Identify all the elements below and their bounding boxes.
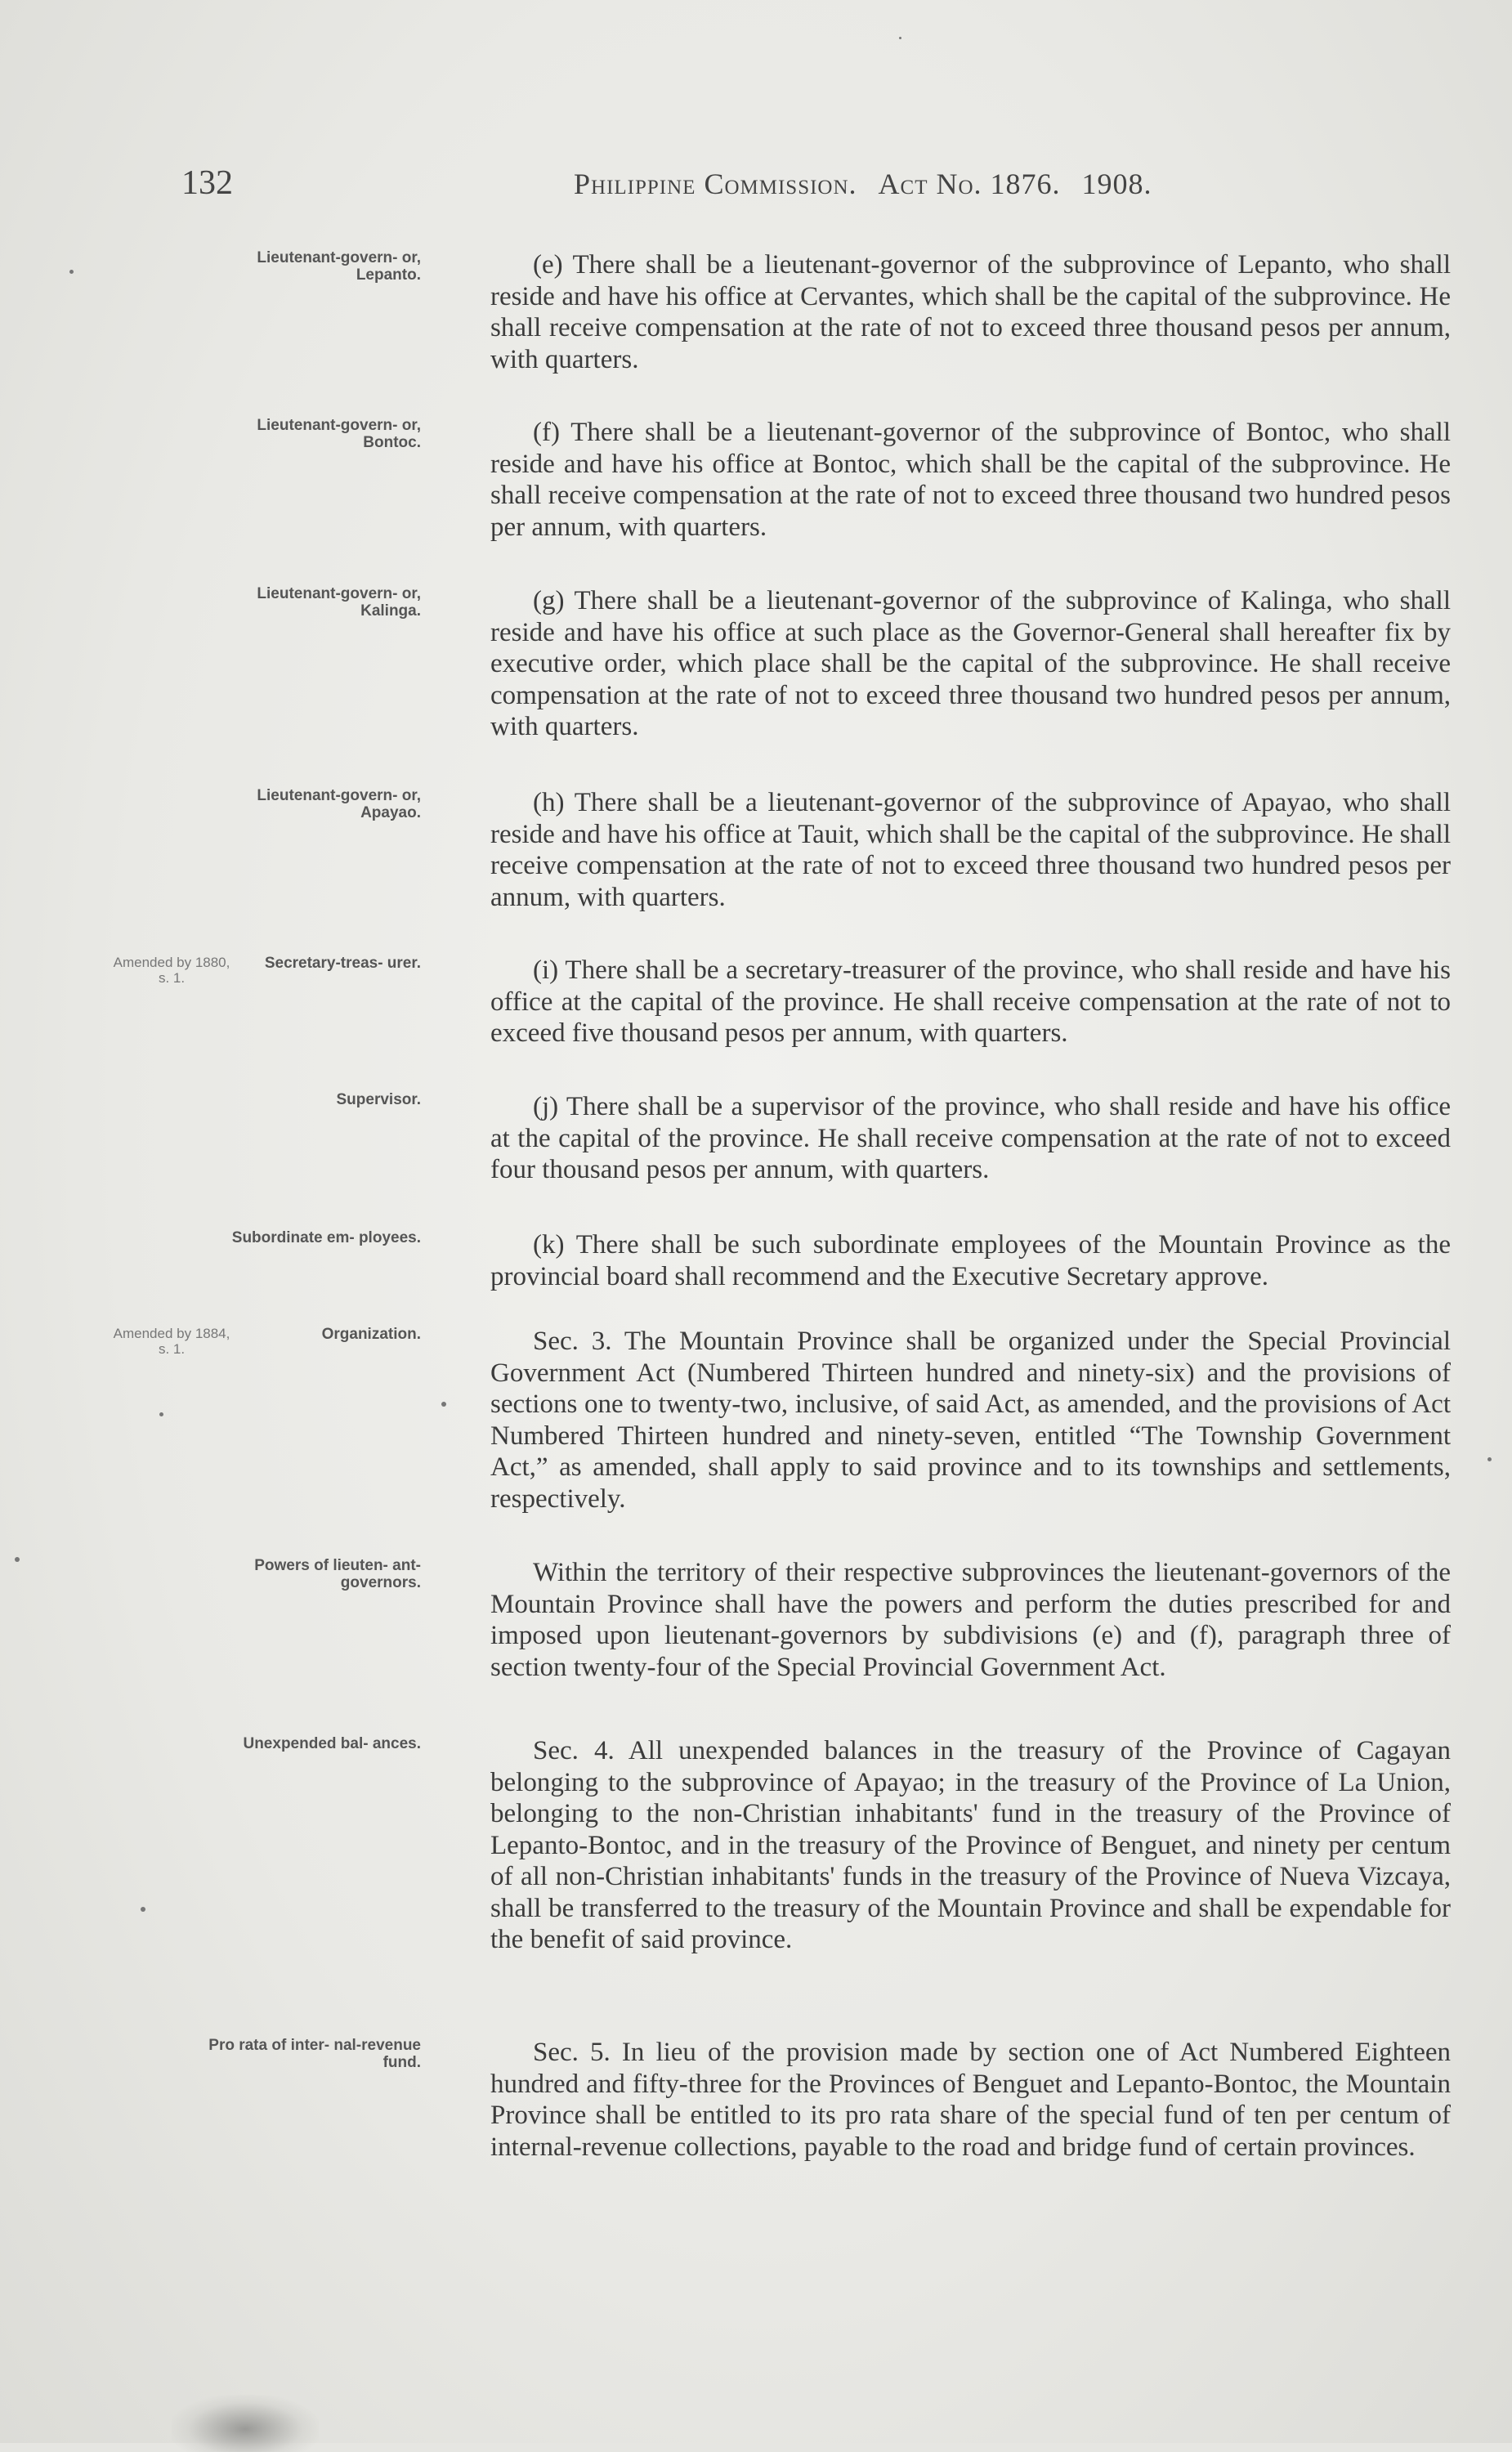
section-text: (j) There shall be a supervisor of the province, who shall reside and have his office at the capital of the province. He shall receive compensation at the rate of not to exceed four thousand pesos per annum, with quarters. [490,1092,1451,1184]
scan-speck [441,1402,446,1407]
margin-note: Lieutenant-govern- or, Lepanto. [257,249,421,284]
margin-note: Lieutenant-govern- or, Bontoc. [257,417,421,451]
section-text: (h) There shall be a lieutenant-governor of the subprovince of Apayao, who shall reside and have his office at Tauit, which shall be the capital of the subprovince. He shall receive compensation at the rate of not to exceed three thousand two hundred pesos per annum, with quarters. [490,788,1451,912]
publication-title: Philippine Commission. [574,168,857,200]
scan-speck [159,1412,163,1416]
section-text: Sec. 3. The Mountain Province shall be organized under the Special Provincial Government Act (Numbered Thirteen hundred and ninety-six) and the provisions of sections one to twenty-two, inclusive, of said Act, as amended, and the provisions of Act Numbered Thirteen hundred and ninety-seven, entitled “The Township Government Act,” as amended, shall apply to said province and to its townships and settlements, respectively. [490,1327,1451,1514]
page-number: 132 [181,164,233,202]
margin-note: Lieutenant-govern- or, Apayao. [257,787,421,821]
section-text: (e) There shall be a lieutenant-governor of the subprovince of Lepanto, who shall reside and have his office at Cervantes, which shall be the capital of the subprovince. He shall receive compensation at the rate of not to exceed three thousand pesos per annum, with quarters. [490,250,1451,374]
scan-smudge [172,2395,319,2452]
amendment-note: Amended by 1884, s. 1. [113,1326,230,1357]
page-header [181,163,1358,213]
section-text: Sec. 4. All unexpended balances in the treasury of the Province of Cagayan belonging to the subprovince of Apayao; in the treasury of the Province of La Union, belonging to the non-Christian inhabitants' fund in the treasury of the Province of Lepanto-Bontoc, and in the treasury of the Province of Benguet, and ninety per centum of all non-Christian inhabitants' funds in the treasury of the Province of Nueva Vizcaya, shall be transferred to the treasury of the Mountain Province and shall be expendable for the benefit of said province. [490,1736,1451,1954]
amendment-note: Amended by 1880, s. 1. [113,955,230,986]
scan-speck [1487,1457,1492,1461]
section-text: (f) There shall be a lieutenant-governor of the subprovince of Bontoc, who shall reside and have his office at Bontoc, which shall be the capital of the subprovince. He shall receive compensation at the rate of not to exceed three thousand two hundred pesos per annum, with quarters. [490,418,1451,542]
section-text: (k) There shall be such subordinate employees of the Mountain Province as the provincial board shall recommend and the Executive Secretary approve. [490,1230,1451,1291]
section-text: (g) There shall be a lieutenant-governor of the subprovince of Kalinga, who shall reside and have his office at such place as the Governor-General shall hereafter fix by executive order, which place shall be the capital of the subprovince. He shall receive compensation at the rate of not to exceed three thousand two hundred pesos per annum, with quarters. [490,586,1451,741]
scan-speck [69,270,74,274]
act-number: Act No. 1876. [878,168,1061,200]
section-text: (i) There shall be a secretary-treasurer of the province, who shall reside and have his office at the capital of the province. He shall receive compensation at the rate of not to exceed five thousand pesos per annum, with quarters. [490,955,1451,1048]
margin-note: Lieutenant-govern- or, Kalinga. [257,585,421,620]
margin-note: Organization. [321,1326,421,1343]
margin-note: Pro rata of inter- nal-revenue fund. [208,2037,421,2071]
section-text: Sec. 5. In lieu of the provision made by section one of Act Numbered Eighteen hundred and fifty-three for the Provinces of Benguet and Lepanto-Bontoc, the Mountain Province shall be entitled to its pro rata share of the special fund of ten per centum of internal-revenue collections, payable to the road and bridge fund of certain provinces. [490,2038,1451,2162]
running-head [574,167,1152,201]
section-text: Within the territory of their respective subprovinces the lieutenant-governors of the Mountain Province shall have the powers and perform the duties prescribed for and imposed upon lieutenant-governors by subdivisions (e) and (f), paragraph three of section twenty-four of the Special Provincial Government Act. [490,1558,1451,1682]
margin-note: Supervisor. [336,1091,421,1108]
margin-note: Powers of lieuten- ant-governors. [254,1557,421,1591]
scan-speck [15,1557,20,1562]
margin-note: Subordinate em- ployees. [231,1229,421,1246]
margin-note: Unexpended bal- ances. [243,1735,421,1752]
scan-speck [141,1907,145,1912]
margin-note: Secretary-treas- urer. [264,955,421,972]
scan-speck [899,37,901,39]
act-year: 1908. [1081,168,1152,200]
